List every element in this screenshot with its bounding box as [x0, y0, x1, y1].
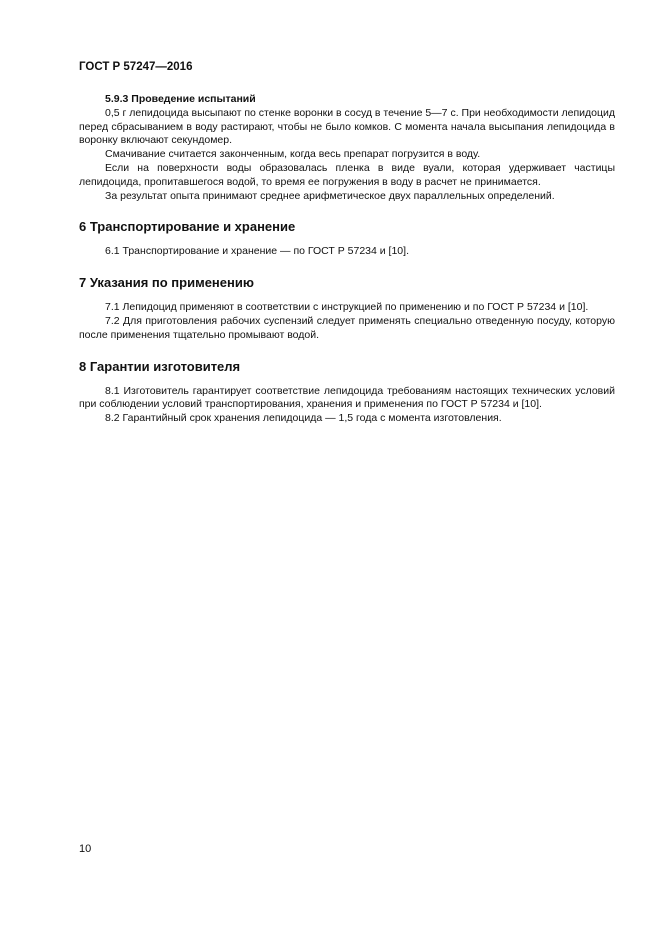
document-header: ГОСТ Р 57247—2016 [79, 61, 193, 73]
paragraph: 8.2 Гарантийный срок хранения лепидоцида — 1,5 года с момента изготовления. [105, 412, 502, 425]
paragraph: За результат опыта принимают среднее арифметическое двух параллельных определений. [105, 189, 555, 202]
paragraph: 8.1 Изготовитель гарантирует соответствие лепидоцида требованиям настоящих технических условий при соблюдении условий транспортирования, хранения и применения по ГОСТ Р 57234 и [10]. [79, 384, 615, 411]
paragraph: Если на поверхности воды образовалась пленка в виде вуали, которая удерживает частицы лепидоцида, пропитавшегося водой, то время ее погружения в воду в расчет не принимается. [79, 161, 615, 188]
page-content [79, 93, 615, 426]
section-title: 6 Транспортирование и хранение [79, 219, 296, 235]
paragraph: Смачивание считается законченным, когда весь препарат погрузится в воду. [105, 148, 481, 161]
paragraph: 7.2 Для приготовления рабочих суспензий следует применять специально отведенную посуду, которую после применения тщательно промывают водой. [79, 314, 615, 341]
subsection-title: 5.9.3 Проведение испытаний [105, 93, 256, 105]
paragraph: 7.1 Лепидоцид применяют в соответствии с инструкцией по применению и по ГОСТ Р 57234 и [10]. [105, 301, 589, 314]
section-title: 7 Указания по применению [79, 275, 254, 291]
paragraph: 0,5 г лепидоцида высыпают по стенке воронки в сосуд в течение 5—7 с. При необходимости лепидоцид перед сбрасыванием в воду растирают, чтобы не было комков. С момента начала высыпания лепидоцида в воронку включают секундомер. [79, 106, 615, 147]
paragraph: 6.1 Транспортирование и хранение — по ГОСТ Р 57234 и [10]. [105, 245, 409, 258]
page-number: 10 [79, 843, 92, 855]
section-title: 8 Гарантии изготовителя [79, 358, 241, 374]
